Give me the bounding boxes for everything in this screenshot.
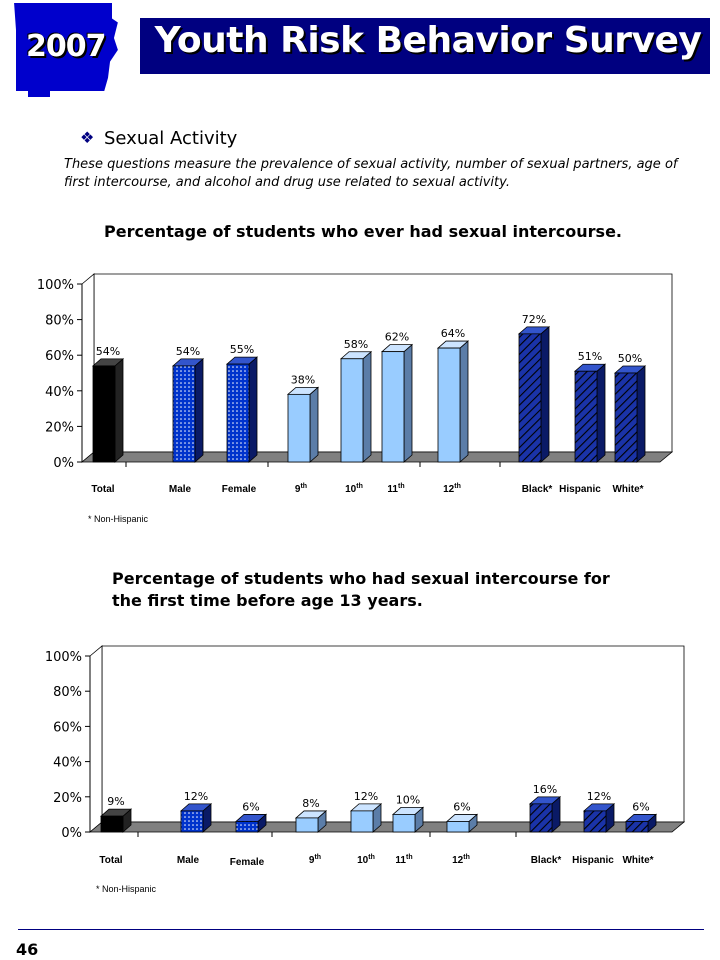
bar-1 (101, 809, 131, 832)
bar-5 (351, 804, 381, 832)
bar-side (195, 359, 203, 462)
y-tick-label: 80% (53, 685, 82, 701)
bar-3 (227, 357, 257, 462)
bar-4 (288, 387, 318, 462)
data-label: 12% (586, 789, 612, 803)
bar-front (288, 394, 310, 462)
y-tick-label: 60% (53, 720, 82, 736)
bar-front (101, 816, 123, 832)
category-label: 10th (357, 854, 375, 866)
category-label: Female (221, 484, 257, 495)
bar-side (404, 345, 412, 462)
bar-2 (181, 804, 211, 832)
category-label: Hispanic (572, 855, 614, 866)
footer-rule (18, 929, 704, 930)
bar-side (637, 366, 645, 462)
category-label: 11th (395, 854, 413, 866)
data-label: 54% (175, 344, 201, 358)
data-label: 58% (343, 337, 369, 351)
data-label: 6% (632, 800, 650, 814)
plot-side-wall (82, 274, 94, 462)
bar-side (249, 357, 257, 462)
bar-5 (341, 352, 371, 462)
chart1-title: Percentage of students who ever had sexual intercourse. (104, 222, 622, 241)
data-label: 64% (440, 327, 466, 341)
bar-front (341, 359, 363, 462)
bar-10 (626, 814, 656, 832)
data-label: 9% (107, 795, 125, 809)
y-tick-label: 100% (44, 650, 82, 665)
data-label: 51% (577, 350, 603, 364)
data-label: 62% (384, 330, 410, 344)
bar-2 (173, 359, 203, 462)
survey-year: 2007 (26, 29, 106, 64)
bar-7 (438, 341, 468, 462)
section-title: Sexual Activity (104, 128, 238, 149)
bar-front (296, 818, 318, 832)
chart2-intercourse-before-13 (0, 632, 720, 892)
bar-9 (584, 804, 614, 832)
bar-front (438, 348, 460, 462)
y-tick-label: 60% (45, 349, 74, 365)
data-label: 12% (183, 789, 209, 803)
bar-front (615, 373, 637, 462)
bar-7 (447, 814, 477, 832)
bar-side (541, 327, 549, 462)
category-label: 9th (294, 483, 308, 495)
data-label: 8% (302, 796, 320, 810)
y-tick-label: 40% (53, 755, 82, 771)
page-number: 46 (16, 940, 39, 959)
bar-front (447, 821, 469, 832)
data-label: 16% (532, 782, 558, 796)
bar-front (382, 352, 404, 462)
data-label: 55% (229, 343, 255, 357)
category-label: Total (91, 484, 115, 495)
chart1-ever-had-intercourse (0, 262, 720, 532)
category-label: Female (229, 857, 265, 868)
bar-side (460, 341, 468, 462)
bar-4 (296, 811, 326, 832)
data-label: 12% (353, 789, 379, 803)
category-label: White* (622, 855, 654, 866)
category-label: 9th (308, 854, 322, 866)
y-tick-label: 0% (53, 456, 74, 471)
data-label: 6% (242, 800, 260, 814)
bar-front (93, 366, 115, 462)
category-label: 12th (452, 854, 470, 866)
y-tick-label: 0% (61, 826, 82, 841)
y-tick-label: 20% (45, 420, 74, 436)
chart1-footnote: * Non-Hispanic (88, 514, 149, 524)
data-label: 6% (453, 800, 471, 814)
data-label: 50% (617, 352, 643, 365)
bar-side (597, 364, 605, 462)
bar-front (393, 814, 415, 832)
bar-side (363, 352, 371, 462)
bar-side (115, 359, 123, 462)
data-label: 38% (290, 373, 316, 387)
bar-front (626, 821, 648, 832)
bar-front (530, 804, 552, 832)
category-label: Black* (521, 484, 553, 495)
data-label: 72% (521, 312, 547, 326)
bar-8 (530, 797, 560, 832)
bar-front (227, 364, 249, 462)
diamond-bullet-icon: ❖ (80, 130, 95, 147)
bar-side (310, 387, 318, 462)
y-tick-label: 20% (53, 790, 82, 806)
category-label: Hispanic (559, 484, 601, 495)
bar-3 (236, 814, 266, 832)
plot-side-wall (90, 646, 102, 832)
page-title: Youth Risk Behavior Survey (154, 20, 702, 61)
category-label: Total (99, 855, 123, 866)
chart2-footnote: * Non-Hispanic (96, 884, 157, 894)
y-tick-label: 80% (45, 313, 74, 329)
bar-front (519, 334, 541, 462)
bar-1 (93, 359, 123, 462)
category-label: 12th (443, 483, 461, 495)
bar-6 (393, 807, 423, 832)
bar-front (575, 371, 597, 462)
chart2-title: Percentage of students who had sexual intercourse for the first time before age 13 years. (112, 569, 610, 610)
bar-8 (519, 327, 549, 462)
bar-front (236, 821, 258, 832)
y-tick-label: 100% (36, 278, 74, 293)
bar-6 (382, 345, 412, 462)
bar-front (351, 811, 373, 832)
bar-9 (575, 364, 605, 462)
data-label: 10% (395, 793, 421, 807)
category-label: Black* (530, 855, 562, 866)
bar-10 (615, 366, 645, 462)
bar-front (584, 811, 606, 832)
category-label: 10th (345, 483, 363, 495)
section-description: These questions measure the prevalence of sexual activity, number of sexual partners, age of first intercourse, and alcohol and drug use related to sexual activity. (64, 157, 678, 190)
bar-front (181, 811, 203, 832)
category-label: 11th (387, 483, 405, 495)
category-label: White* (612, 484, 644, 495)
category-label: Male (176, 855, 200, 866)
category-label: Male (168, 484, 192, 495)
bar-front (173, 366, 195, 462)
y-tick-label: 40% (45, 384, 74, 400)
data-label: 54% (95, 344, 121, 358)
